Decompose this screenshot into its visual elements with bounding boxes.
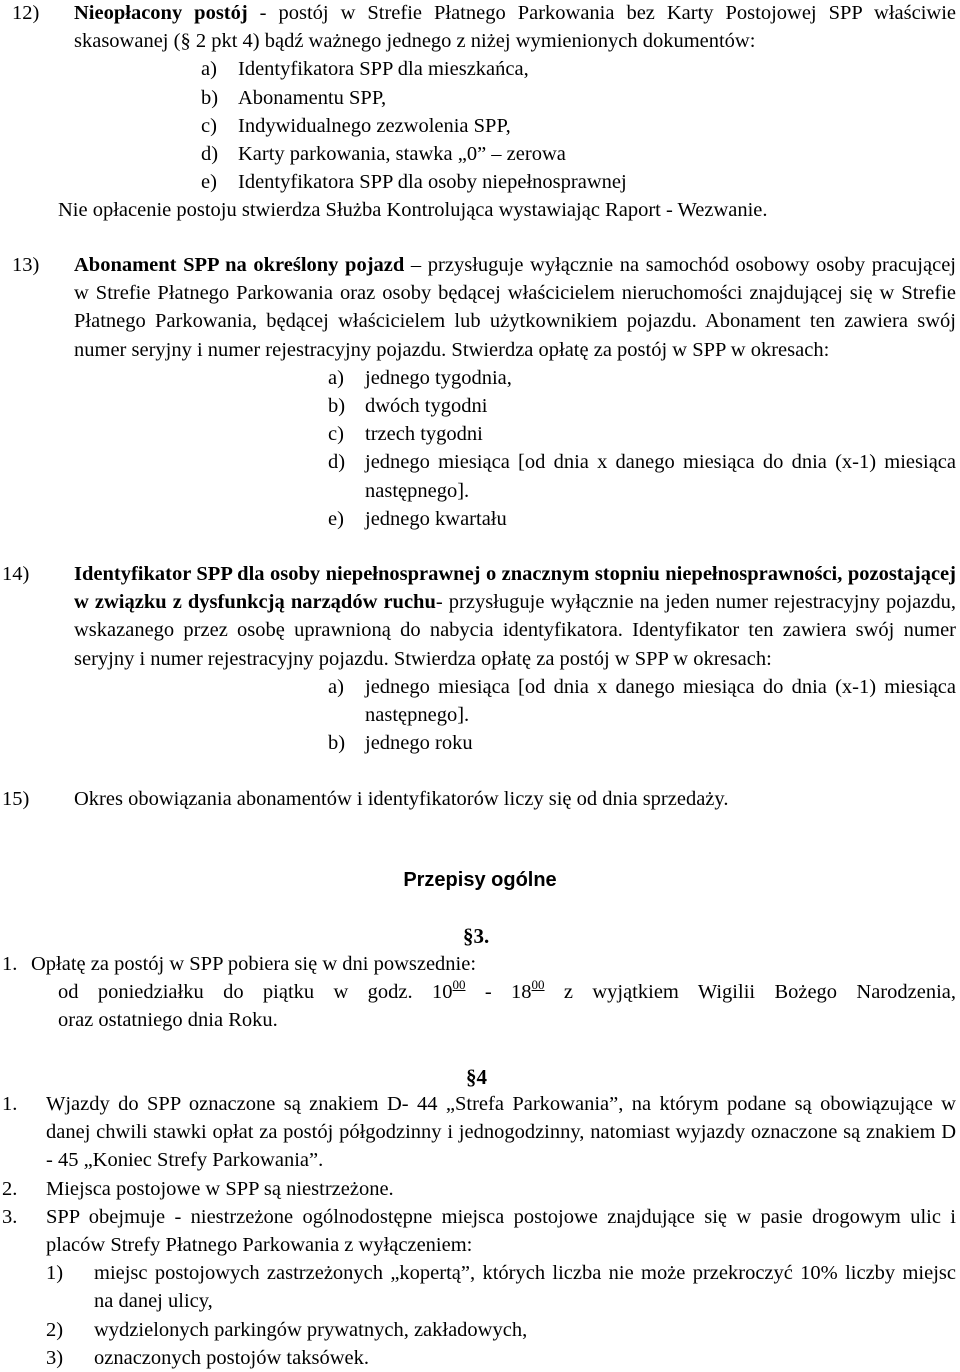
item-text: – przysługuje wyłącznie na samochód osobowy osoby pracującej w Strefie Płatnego Parkowania oraz osoby będącej właścicielem nieruchomości znajdującej się w Strefie Płatnego Parkowania, będącej właścicielem lub użytkownikiem pojazdu. Abonament ten zawiera swój numer seryjny i numer rejestracyjny pojazdu. Stwierdza opłatę za postój w SPP w okresach: (74, 254, 956, 361)
point-text: Opłatę za postój w SPP pobiera się w dni powszednie: (31, 953, 477, 975)
item-text: Okres obowiązania abonamentów i identyfikatorów liczy się od dnia sprzedaży. (74, 788, 729, 810)
point-hours: od poniedziałku do piątku w godz. $10^{00} - 18^{00}$ z wyjątkiem Wigilii Bożego Narodzenia, (58, 977, 957, 1004)
sub-item: a) Identyfikatora SPP dla mieszkańca, (201, 58, 529, 81)
sub-item: b) dwóch tygodni (328, 395, 488, 418)
sub-item: e) Identyfikatora SPP dla osoby niepełnosprawnej (201, 171, 627, 194)
item-14 (0, 560, 960, 757)
item-title: Abonament SPP na określony pojazd (74, 254, 405, 276)
section-heading: Przepisy ogólne (403, 869, 557, 891)
sub-item: 1) miejsc postojowych zastrzeżonych „kopertą”, których liczba nie może przekroczyć 10% liczby miejsc na danej ulicy, (46, 1262, 956, 1313)
item-number: 12) (12, 2, 40, 24)
sub-item: e) jednego kwartału (328, 507, 507, 530)
item-number: 14) (2, 563, 30, 585)
sub-item: b) jednego roku (328, 732, 473, 755)
sub-item: a) jednego tygodnia, (328, 366, 512, 389)
item-12 (0, 0, 960, 225)
paragraph-4 (0, 1090, 960, 1372)
point-hours-continued: oraz ostatniego dnia Roku. (58, 1009, 278, 1032)
sub-item: a) jednego miesiąca [od dnia x danego miesiąca do dnia (x-1) miesiąca następnego]. (328, 675, 956, 727)
item-number: 15) (2, 788, 30, 810)
paragraph-3-label: §3. (463, 924, 490, 948)
item-title: Identyfikator SPP dla osoby niepełnosprawnej o znacznym stopniu niepełnosprawności, pozostającej w związku z dysfunkcją narządów ruchu (74, 563, 956, 614)
sub-item: 2) wydzielonych parkingów prywatnych, zakładowych, (46, 1318, 528, 1341)
item-number: 13) (12, 254, 40, 276)
item-closing: Nie opłacenie postoju stwierdza Służba Kontrolująca wystawiając Raport - Wezwanie. (58, 199, 768, 222)
paragraph-4-label: §4 (466, 1065, 487, 1089)
paragraph-3 (0, 950, 960, 1035)
sub-item: 3) oznaczonych postojów taksówek. (46, 1346, 369, 1369)
item-15 (0, 785, 960, 813)
point-number: 1. (2, 953, 18, 975)
sub-item: d) jednego miesiąca [od dnia x danego miesiąca do dnia (x-1) miesiąca następnego]. (328, 451, 956, 502)
point-item: 3. SPP obejmuje - niestrzeżone ogólnodostępne miejsca postojowe znajdujące się w pasie drogowym ulic i placów Strefy Płatnego Parkowania z wyłączeniem: (2, 1205, 956, 1257)
item-text: - przysługuje wyłącznie na jeden numer rejestracyjny pojazdu, wskazanego przez osobę uprawnioną do nabycia identyfikatora. Identyfikator ten zawiera swój numer seryjny i numer rejestracyjny pojazdu. Stwierdza opłatę za postój w SPP w okresach: (74, 591, 956, 670)
item-title: Nieopłacony postój (74, 2, 248, 24)
point-item: 1. Wjazdy do SPP oznaczone są znakiem D- 44 „Strefa Parkowania”, na którym podane są obowiązujące w danej chwili stawki opłat za postój półgodzinny i jednogodzinny, natomiast wyjazdy oznaczone są znakiem D - 45 „Koniec Strefy Parkowania”. (2, 1093, 956, 1172)
sub-item: c) Indywidualnego zezwolenia SPP, (201, 114, 511, 137)
item-13 (0, 251, 960, 533)
item-text: - postój w Strefie Płatnego Parkowania bez Karty Postojowej SPP właściwie skasowanej (§ 2 pkt 4) bądź ważnego jednego z niżej wymienionych dokumentów: (74, 2, 956, 53)
sub-item: b) Abonamentu SPP, (201, 86, 387, 109)
sub-item: d) Karty parkowania, stawka „0” – zerowa (201, 143, 566, 166)
sub-item: c) trzech tygodni (328, 423, 483, 446)
point-item: 2. Miejsca postojowe w SPP są niestrzeżone. (2, 1177, 394, 1200)
